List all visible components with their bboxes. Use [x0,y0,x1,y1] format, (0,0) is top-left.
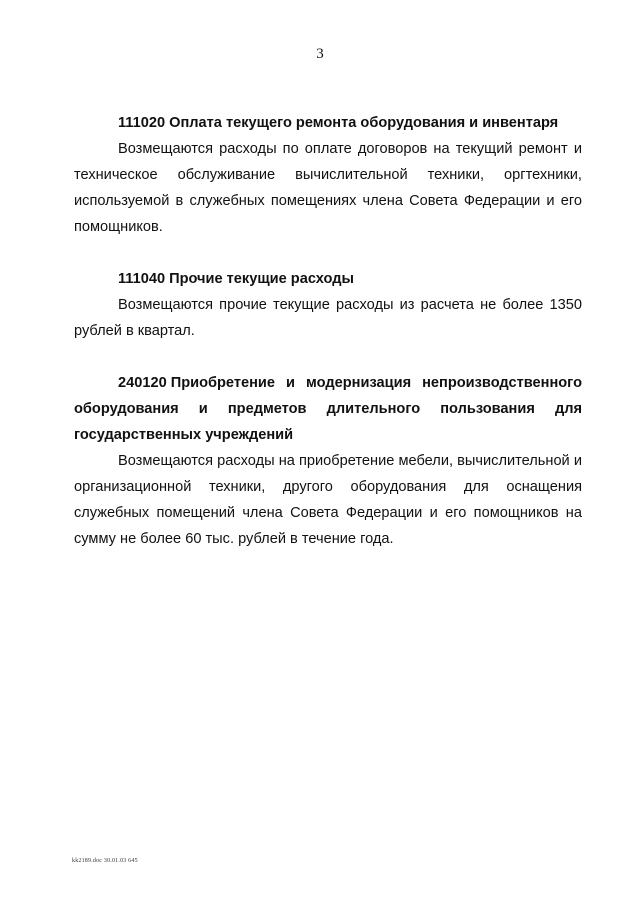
footer-file-reference: kk2189.doc 30.01.03 645 [72,858,138,864]
section-title: Приобретение и модернизация непроизводственного оборудования и предметов длительного пользования для государственных учреждений [74,375,582,443]
section-111040 [74,266,582,344]
section-title: Прочие текущие расходы [169,271,354,287]
section-code: 111040 [118,271,166,287]
section-code: 240120 [118,375,167,391]
section-240120 [74,370,582,552]
page-number: 3 [316,46,324,62]
section-heading [74,266,582,292]
section-body: Возмещаются прочие текущие расходы из расчета не более 1350 рублей в квартал. [74,297,582,339]
section-body: Возмещаются расходы по оплате договоров на текущий ремонт и техническое обслуживание вычислительной техники, оргтехники, используемой в служебных помещениях члена Совета Федерации и его помощников. [74,141,582,235]
section-title: Оплата текущего ремонта оборудования и инвентаря [169,115,559,131]
section-code: 111020 [118,115,166,131]
section-body: Возмещаются расходы на приобретение мебели, вычислительной и организационной техники, другого оборудования для оснащения служебных помещений члена Совета Федерации и его помощников на сумму не более 60 тыс. рублей в течение года. [74,453,582,547]
section-heading [74,370,582,448]
section-heading [74,110,582,136]
section-111020 [74,110,582,240]
document-content [74,110,582,578]
